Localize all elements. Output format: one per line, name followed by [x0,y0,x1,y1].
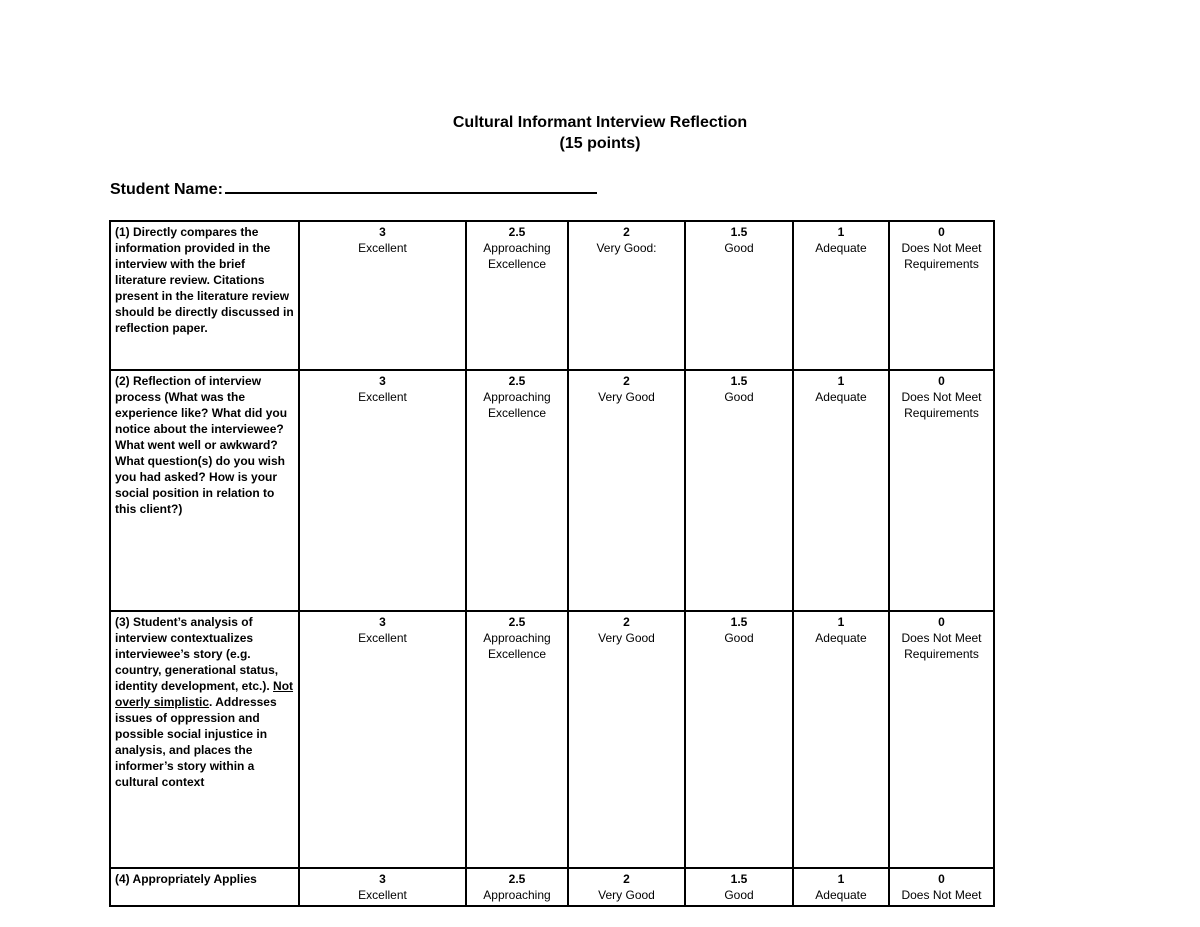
score-points: 2.5 [508,615,526,629]
score-cell[interactable] [466,868,568,906]
score-cell[interactable] [685,611,793,868]
score-cell[interactable] [466,221,568,370]
score-cell[interactable] [793,370,889,611]
score-level-label: Does Not Meet Requirements [901,631,982,661]
score-cell[interactable] [466,611,568,868]
score-level-label: Excellent [358,631,407,645]
score-points: 2.5 [508,872,526,886]
score-cell[interactable] [568,868,685,906]
score-cell[interactable] [299,868,466,906]
student-name-field [110,178,597,199]
score-points: 0 [938,615,945,629]
score-cell[interactable] [889,370,994,611]
criterion-text: (3) Student’s analysis of interview contextualizes interviewee’s story (e.g. country, generational status, identity development, etc.). [115,615,279,693]
score-level-label: Good [724,888,754,902]
score-cell[interactable] [685,370,793,611]
score-points: 1.5 [730,615,748,629]
score-level-label: Excellent [358,390,407,404]
score-cell[interactable] [568,611,685,868]
score-level-label: Does Not Meet Requirements [901,241,982,271]
score-cell[interactable] [685,868,793,906]
document-subtitle: (15 points) [559,135,641,152]
criterion-text: (1) Directly compares the information provided in the interview with the brief literature review. Citations present in the literature review should be directly discussed in reflection paper. [115,225,294,335]
score-points: 3 [379,225,386,239]
score-level-label: Does Not Meet [901,888,982,902]
score-cell[interactable] [793,868,889,906]
score-cell[interactable] [466,370,568,611]
criterion-emphasis: Not overly simplistic [115,679,294,709]
score-level-label: Very Good: [596,241,657,255]
student-name-blank-line[interactable] [225,178,597,194]
score-level-label: Good [724,390,754,404]
score-points: 2 [623,374,630,388]
score-level-label: Approaching Excellence [483,631,551,661]
score-level-label: Excellent [358,241,407,255]
score-cell[interactable] [568,370,685,611]
rubric-row [110,221,994,370]
score-points: 1.5 [730,872,748,886]
score-level-label: Does Not Meet Requirements [901,390,982,420]
score-cell[interactable] [299,221,466,370]
rubric-row [110,611,994,868]
score-points: 0 [938,374,945,388]
score-level-label: Adequate [815,888,867,902]
criterion-text: (4) Appropriately Applies [115,872,257,886]
score-level-label: Good [724,241,754,255]
score-points: 1.5 [730,225,748,239]
rubric-table [109,220,995,907]
score-points: 1 [837,872,845,886]
score-points: 3 [379,872,386,886]
document-title-block [0,112,1200,154]
criterion-cell [110,370,299,611]
criterion-cell [110,868,299,906]
score-level-label: Adequate [815,390,867,404]
score-points: 3 [379,374,386,388]
score-points: 0 [938,225,945,239]
score-points: 1 [837,615,845,629]
score-level-label: Adequate [815,631,867,645]
score-points: 2 [623,225,630,239]
score-cell[interactable] [568,221,685,370]
score-points: 2 [623,615,630,629]
score-points: 0 [938,872,945,886]
score-level-label: Adequate [815,241,867,255]
score-points: 2.5 [508,225,526,239]
score-level-label: Approaching Excellence [483,390,551,420]
criterion-cell [110,611,299,868]
score-cell[interactable] [793,611,889,868]
criterion-text: (2) Reflection of interview process (What was the experience like? What did you notice about the interviewee? What went well or awkward? What question(s) do you wish you had asked? How is your social position in relation to this client?) [115,374,288,516]
score-cell[interactable] [299,611,466,868]
score-level-label: Excellent [358,888,407,902]
score-cell[interactable] [889,221,994,370]
criterion-text-continued: . Addresses issues of oppression and possible social injustice in analysis, and places the informer’s story within a cultural context [115,695,277,789]
score-level-label: Very Good [598,631,655,645]
score-cell[interactable] [889,611,994,868]
student-name-label: Student Name: [110,181,223,198]
score-cell[interactable] [685,221,793,370]
score-level-label: Approaching [483,888,551,902]
score-level-label: Good [724,631,754,645]
criterion-cell [110,221,299,370]
document-title: Cultural Informant Interview Reflection [452,114,748,131]
score-points: 2 [623,872,630,886]
score-level-label: Approaching Excellence [483,241,551,271]
score-cell[interactable] [889,868,994,906]
score-points: 1.5 [730,374,748,388]
score-points: 1 [837,374,845,388]
rubric-row [110,868,994,906]
score-points: 3 [379,615,386,629]
score-points: 1 [837,225,845,239]
score-points: 2.5 [508,374,526,388]
score-level-label: Very Good [598,390,655,404]
score-cell[interactable] [299,370,466,611]
rubric-row [110,370,994,611]
score-level-label: Very Good [598,888,655,902]
score-cell[interactable] [793,221,889,370]
